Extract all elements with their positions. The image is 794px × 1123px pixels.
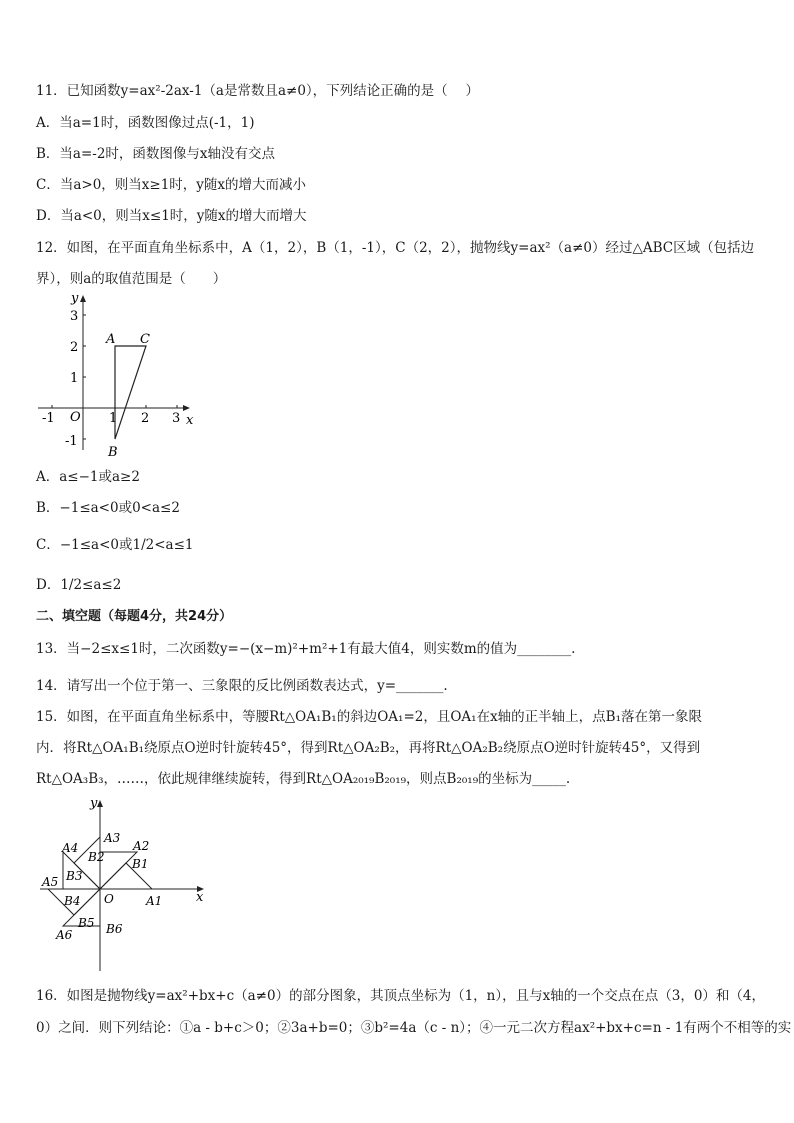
q16-line2: 0）之间．则下列结论：①a - b+c＞0；②3a+b=0；③b²=4a（c - n）；④一元二次方程ax²+bx+c=n - 1有两个不相等的实 xyxy=(36,1020,792,1036)
q12-point-a-label: A xyxy=(106,332,116,347)
q15-label-a2: A2 xyxy=(133,839,150,853)
q15-origin-label: O xyxy=(104,892,114,906)
q15-label-a3: A3 xyxy=(104,831,121,845)
q13-text: 13．当−2≤x≤1时，二次函数y=−(x−m)²+m²+1有最大值4，则实数m的值为________. xyxy=(36,641,576,657)
q12-option-b: B．−1≤a<0或0<a≤2 xyxy=(36,500,180,516)
q15-label-a1: A1 xyxy=(146,894,163,908)
q12-y-tick-label: 2 xyxy=(70,340,79,355)
q12-x-tick-label: 3 xyxy=(172,411,181,426)
section-title-fill-in: 二、填空题（每题4分，共24分） xyxy=(36,609,233,624)
q11-option-c: C．当a>0，则当x≥1时，y随x的增大而减小 xyxy=(36,177,307,193)
q15-label-b4: B4 xyxy=(64,894,81,908)
q12-origin-label: O xyxy=(70,410,81,425)
q16-line1: 16．如图是抛物线y=ax²+bx+c（a≠0）的部分图象，其顶点坐标为（1，n），且与x轴的一个交点在点（3，0）和（4， xyxy=(36,988,765,1004)
q15-label-b6: B6 xyxy=(106,922,123,936)
q12-point-c-label: C xyxy=(140,332,150,347)
q15-line1: 15．如图，在平面直角坐标系中，等腰Rt△OA₁B₁的斜边OA₁=2，且OA₁在x轴的正半轴上，点B₁落在第一象限 xyxy=(36,709,703,725)
q15-label-a5: A5 xyxy=(42,875,59,889)
q15-label-a4: A4 xyxy=(62,841,79,855)
q12-x-label: x xyxy=(186,413,194,428)
q12-figure xyxy=(30,290,205,460)
q15-line2: 内．将Rt△OA₁B₁绕原点O逆时针旋转45°，得到Rt△OA₂B₂，再将Rt△OA₂B₂绕原点O逆时针旋转45°，又得到 xyxy=(36,740,701,756)
q12-option-a: A．a≤−1或a≥2 xyxy=(36,469,140,485)
q15-label-b1: B1 xyxy=(132,857,149,871)
q12-y-tick-label: 1 xyxy=(70,371,79,386)
q14-text: 14．请写出一个位于第一、三象限的反比例函数表达式，y=_______. xyxy=(36,678,448,694)
q12-stem-line1: 12．如图，在平面直角坐标系中，A（1，2），B（1，-1），C（2，2），抛物线y=ax²（a≠0）经过△ABC区域（包括边 xyxy=(36,240,755,256)
q15-line3: Rt△OA₃B₃，……，依此规律继续旋转，得到Rt△OA₂₀₁₉B₂₀₁₉，则点B₂₀₁₉的坐标为_____. xyxy=(36,771,571,787)
q12-y-tick-label: 3 xyxy=(70,309,79,324)
q15-x-label: x xyxy=(196,890,204,905)
q15-label-a6: A6 xyxy=(56,928,73,942)
q15-label-b5: B5 xyxy=(78,916,95,930)
q12-point-b-label: B xyxy=(108,445,118,460)
q15-y-arrow xyxy=(97,800,103,807)
q11-option-a: A．当a=1时，函数图像过点(-1，1) xyxy=(36,115,255,131)
q12-option-c: C．−1≤a<0或1/2<a≤1 xyxy=(36,537,194,553)
q15-y-label: y xyxy=(90,796,98,811)
q15-figure xyxy=(36,795,211,975)
q15-label-b3: B3 xyxy=(66,869,83,883)
q12-y-tick-label: -1 xyxy=(65,434,78,449)
q12-option-d: D．1/2≤a≤2 xyxy=(36,577,122,593)
q11-option-d: D．当a<0，则当x≤1时，y随x的增大而增大 xyxy=(36,208,307,224)
q12-y-arrow xyxy=(80,295,86,302)
q12-x-tick-label: 1 xyxy=(109,411,118,426)
q12-x-tick-label: -1 xyxy=(42,411,55,426)
q12-x-tick-label: 2 xyxy=(141,411,150,426)
q12-stem-line2: 界），则a的取值范围是（ ） xyxy=(36,271,227,287)
q15-label-b2: B2 xyxy=(88,850,105,864)
q11-option-b: B．当a=-2时，函数图像与x轴没有交点 xyxy=(36,146,276,162)
q11-stem: 11．已知函数y=ax²-2ax-1（a是常数且a≠0），下列结论正确的是（ ） xyxy=(36,83,479,99)
q12-y-label: y xyxy=(71,291,79,306)
q12-x-arrow xyxy=(183,405,190,411)
